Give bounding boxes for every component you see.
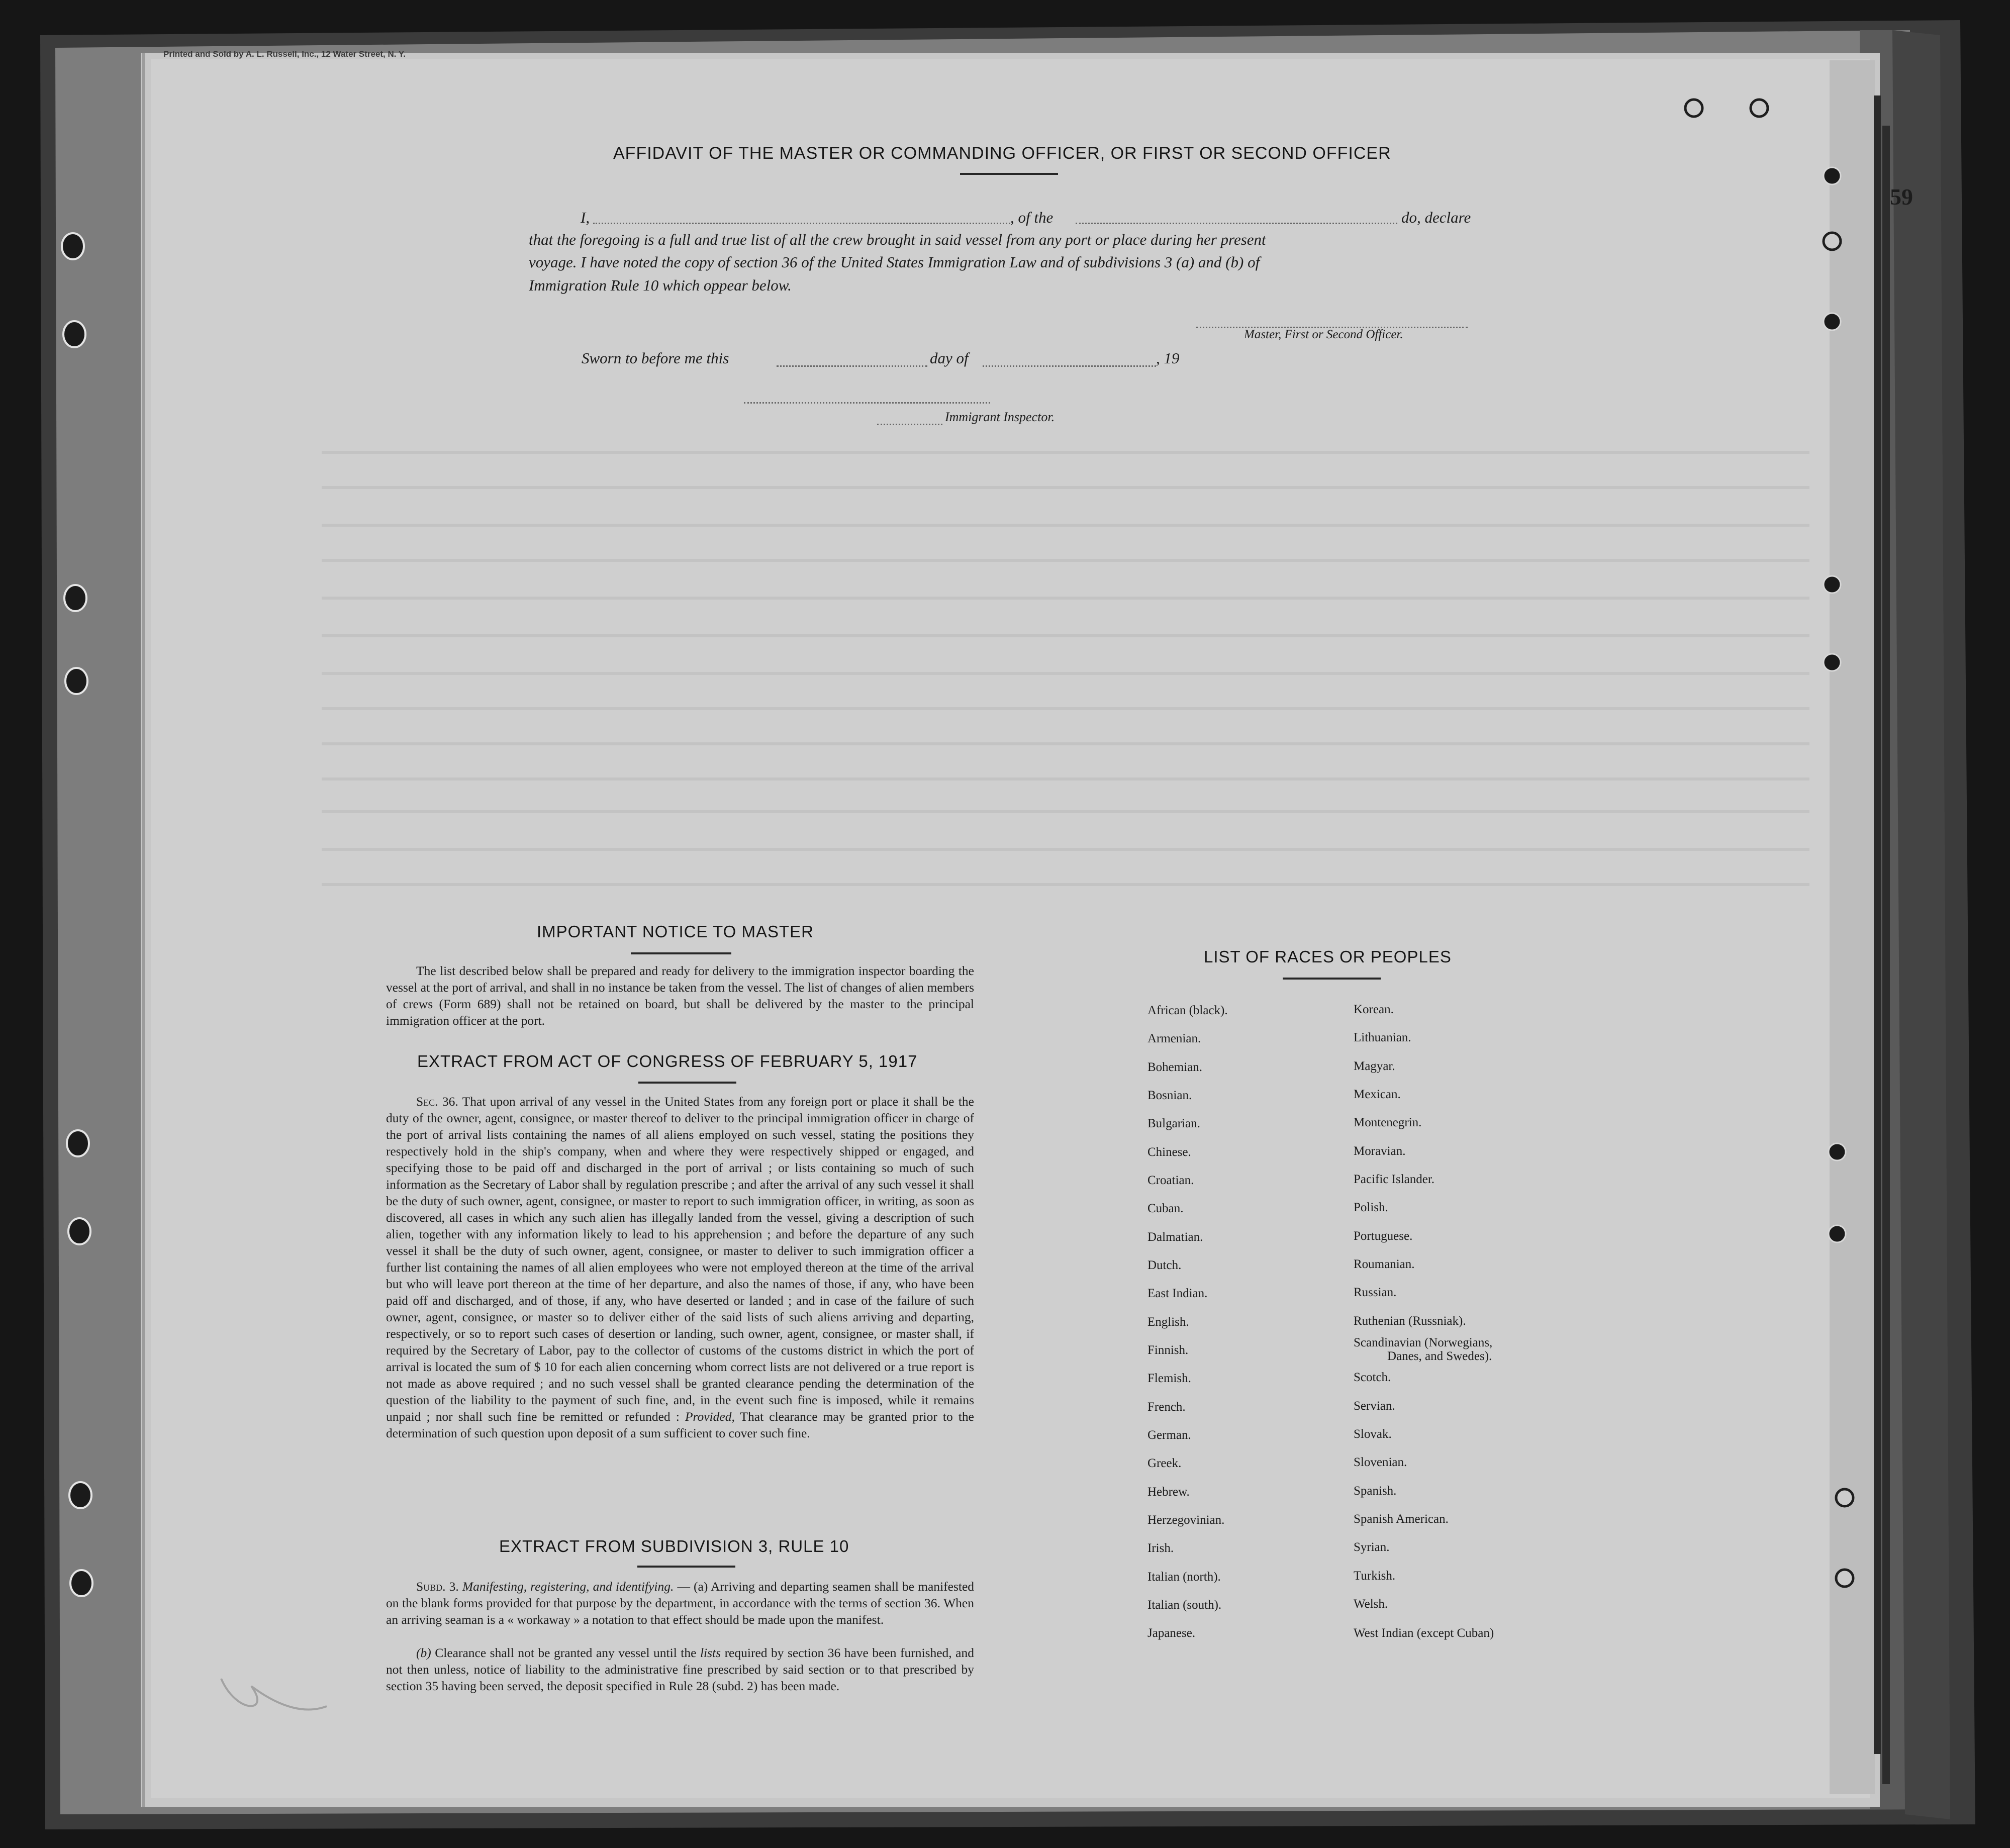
race-col2-item: Roumanian.: [1354, 1257, 1415, 1271]
race-col1-item: Chinese.: [1147, 1145, 1191, 1159]
inspector-label: Immigrant Inspector.: [945, 410, 1055, 424]
race-col1-item: Dutch.: [1147, 1258, 1182, 1272]
race-col1-item: Irish.: [1147, 1541, 1174, 1555]
extract-act-title-rule: [638, 1082, 736, 1084]
extract-act-title: EXTRACT FROM ACT OF CONGRESS OF FEBRUARY 5, 1917: [417, 1052, 918, 1071]
race-col2-item: Ruthenian (Russniak).: [1354, 1314, 1466, 1328]
notice-text: [386, 962, 974, 1029]
sworn-month-line: [983, 365, 1156, 367]
provided-label: Provided,: [685, 1409, 735, 1424]
race-col2-item: Spanish.: [1354, 1484, 1397, 1498]
affidavit-line-4: Immigration Rule 10 which oppear below.: [529, 276, 792, 294]
printer-line: Printed and Sold by A. L. Russell, Inc., 12 Water Street, N. Y.: [163, 49, 406, 59]
page-number: 59: [1890, 184, 1913, 210]
race-col1-item: African (black).: [1147, 1004, 1228, 1017]
extract-rule-title-rule: [637, 1566, 735, 1568]
affidavit-do-declare: do, declare: [1401, 209, 1471, 226]
sec-36-label: Sec. 36.: [416, 1094, 458, 1109]
extract-rule-text-a: [386, 1578, 974, 1628]
race-col1-item: Italian (north).: [1147, 1570, 1221, 1584]
race-col1-item: Bohemian.: [1147, 1060, 1203, 1074]
race-col1-item: Croatian.: [1147, 1174, 1194, 1187]
affidavit-i-label: I,: [581, 209, 590, 226]
race-col2-item: Lithuanian.: [1354, 1031, 1411, 1044]
race-col1-item: Greek.: [1147, 1456, 1182, 1470]
part-b-lists: lists: [700, 1645, 721, 1660]
master-signature-label: Master, First or Second Officer.: [1244, 328, 1403, 341]
race-col1-item: Japanese.: [1147, 1626, 1196, 1640]
race-col2-item: West Indian (except Cuban): [1354, 1626, 1494, 1640]
race-col1-item: German.: [1147, 1428, 1191, 1442]
subd-3-label: Subd. 3.: [416, 1579, 459, 1594]
part-b-label: (b): [416, 1645, 431, 1660]
subd-3-title: Manifesting, registering, and identifying.: [462, 1579, 674, 1594]
race-col2-item: Welsh.: [1354, 1597, 1388, 1611]
race-col2-item: Slovak.: [1354, 1427, 1392, 1441]
race-col2-item: Slovenian.: [1354, 1455, 1407, 1469]
race-col2-item: Servian.: [1354, 1399, 1395, 1413]
affidavit-name-line: [593, 223, 1010, 224]
race-col1-item: Flemish.: [1147, 1372, 1191, 1385]
race-col2-item: Scandinavian (Norwegians,: [1354, 1336, 1493, 1349]
race-col2-item: Korean.: [1354, 1003, 1394, 1016]
inspector-signature-line: [744, 402, 990, 404]
race-col2-item: Scotch.: [1354, 1371, 1391, 1384]
race-col2-item: Pacific Islander.: [1354, 1173, 1435, 1186]
part-b-text-2: required by section 36 have been furnished, and not then unless, notice of liability to the administrative fine prescribed by said section or to that prescribed by section 35 having been served, the deposit specified in Rule 28 (subd. 2) has been made.: [386, 1645, 974, 1693]
race-col1-item: Cuban.: [1147, 1202, 1184, 1215]
inspector-signature-line-2: [877, 424, 942, 425]
sworn-day-line: [777, 365, 927, 367]
races-title-rule: [1283, 978, 1381, 980]
race-col2-item: Magyar.: [1354, 1059, 1395, 1073]
race-col1-item: Armenian.: [1147, 1032, 1201, 1045]
race-col1-item: Bulgarian.: [1147, 1117, 1200, 1130]
part-b-text-1: Clearance shall not be granted any vessel until the: [435, 1645, 697, 1660]
race-col2-item: Russian.: [1354, 1286, 1397, 1299]
year-label: , 19: [1156, 349, 1180, 367]
race-col1-item: English.: [1147, 1315, 1189, 1329]
extract-rule-text-b: [386, 1644, 974, 1694]
affidavit-title-rule: [960, 173, 1058, 175]
extract-act-text: [386, 1093, 974, 1441]
race-col2-item: Syrian.: [1354, 1540, 1390, 1554]
race-col1-item: East Indian.: [1147, 1287, 1208, 1300]
sec-36-body: That upon arrival of any vessel in the United States from any foreign port or place it shall be the duty of the owner, agent, consignee, or master thereof to deliver to the principal immigration officer in charge of the port of arrival lists containing the names of all aliens employed on such vessel, stating the positions they respectively hold in the ship's company, when and where they were respectively shipped or engaged, and specifying those to be paid off and discharged in the port of arrival ; or lists containing so much of such information as the Secretary of Labor shall by regulation prescribe ; and after the arrival of any such vessel it shall be the duty of such owner, agent, consignee, or master to report to such immigration officer, in writing, as soon as discovered, all cases in which any such alien has illegally landed from the vessel, giving a description of such alien, together with any information likely to lead to his apprehension ; and before the departure of any such vessel it shall be the duty of such owner, agent, consignee, or master to deliver to such immigration officer a further list containing the names of all alien employees who were not employed thereon at the time of the arrival but who will leave port thereon at the time of her departure, and also the names of those, if any, who have been paid off and discharged, and of those, if any, who have deserted or landed ; and in case of the failure of such owner, agent, consignee, or master so to deliver either of the said lists of such aliens arriving and departing, respectively, or so to report such cases of desertion or landing, such owner, agent, consignee, or master shall, if required by the Secretary of Labor, pay to the collector of customs of the customs district in which the port of arrival is located the sum of $ 10 for each alien concerning whom correct lists are not delivered or a true report is not made as above required ; and no such vessel shall be granted clearance pending the determination of the question of the liability to the payment of such fine, and, in the event such fine is imposed, while it remains unpaid ; nor shall such fine be remitted or refunded :: [386, 1094, 974, 1424]
race-col2-item: Montenegrin.: [1354, 1116, 1422, 1129]
affidavit-line-3: voyage. I have noted the copy of section 36 of the United States Immigration Law and of subdivisions 3 (a) and (b) of: [529, 253, 1260, 271]
race-col2-item: Moravian.: [1354, 1144, 1406, 1158]
race-col1-item: Hebrew.: [1147, 1485, 1190, 1499]
race-col1-item: Finnish.: [1147, 1343, 1189, 1357]
affidavit-of-the-label: , of the: [1010, 209, 1054, 226]
day-of-label: day of: [930, 349, 969, 367]
race-col1-item: French.: [1147, 1400, 1186, 1414]
race-col1-item: Bosnian.: [1147, 1089, 1192, 1102]
sec-36-body-end: That clearance may be granted prior to the determination of such question upon deposit of a sum sufficient to cover such fine.: [386, 1409, 974, 1440]
notice-title: IMPORTANT NOTICE TO MASTER: [537, 922, 814, 941]
race-col1-item: Herzegovinian.: [1147, 1513, 1225, 1527]
notice-text-body: The list described below shall be prepared and ready for delivery to the immigration inspector boarding the vessel at the port of arrival, and shall in no instance be taken from the vessel. The list of changes of alien members of crews (Form 689) shall not be retained on board, but shall be delivered by the master to the principal immigration officer at the port.: [386, 963, 974, 1028]
race-col2-item: Turkish.: [1354, 1569, 1396, 1583]
affidavit-vessel-line: [1076, 223, 1397, 224]
affidavit-line-2: that the foregoing is a full and true list of all the crew brought in said vessel from any port or place during her present: [529, 231, 1266, 248]
race-col2-item: Mexican.: [1354, 1088, 1401, 1101]
sworn-label: Sworn to before me this: [582, 349, 729, 367]
race-col1-item: Dalmatian.: [1147, 1230, 1203, 1244]
subd-3-part-a: — (a) Arriving and departing seamen shall be manifested on the blank forms provided for that purpose by the department, in accordance with the terms of section 36. When an arriving seaman is a « workaway » a notation to that effect should be made upon the manifest.: [386, 1579, 975, 1627]
races-title: LIST OF RACES OR PEOPLES: [1204, 947, 1452, 966]
race-col1-item: Italian (south).: [1147, 1598, 1222, 1612]
race-col2-item-continued: Danes, and Swedes).: [1387, 1349, 1492, 1363]
extract-rule-title: EXTRACT FROM SUBDIVISION 3, RULE 10: [499, 1537, 849, 1555]
notice-title-rule: [631, 952, 731, 954]
affidavit-title: AFFIDAVIT OF THE MASTER OR COMMANDING OFFICER, OR FIRST OR SECOND OFFICER: [613, 144, 1391, 163]
race-col2-item: Portuguese.: [1354, 1229, 1413, 1243]
race-col2-item: Polish.: [1354, 1201, 1388, 1214]
race-col2-item: Spanish American.: [1354, 1512, 1449, 1526]
